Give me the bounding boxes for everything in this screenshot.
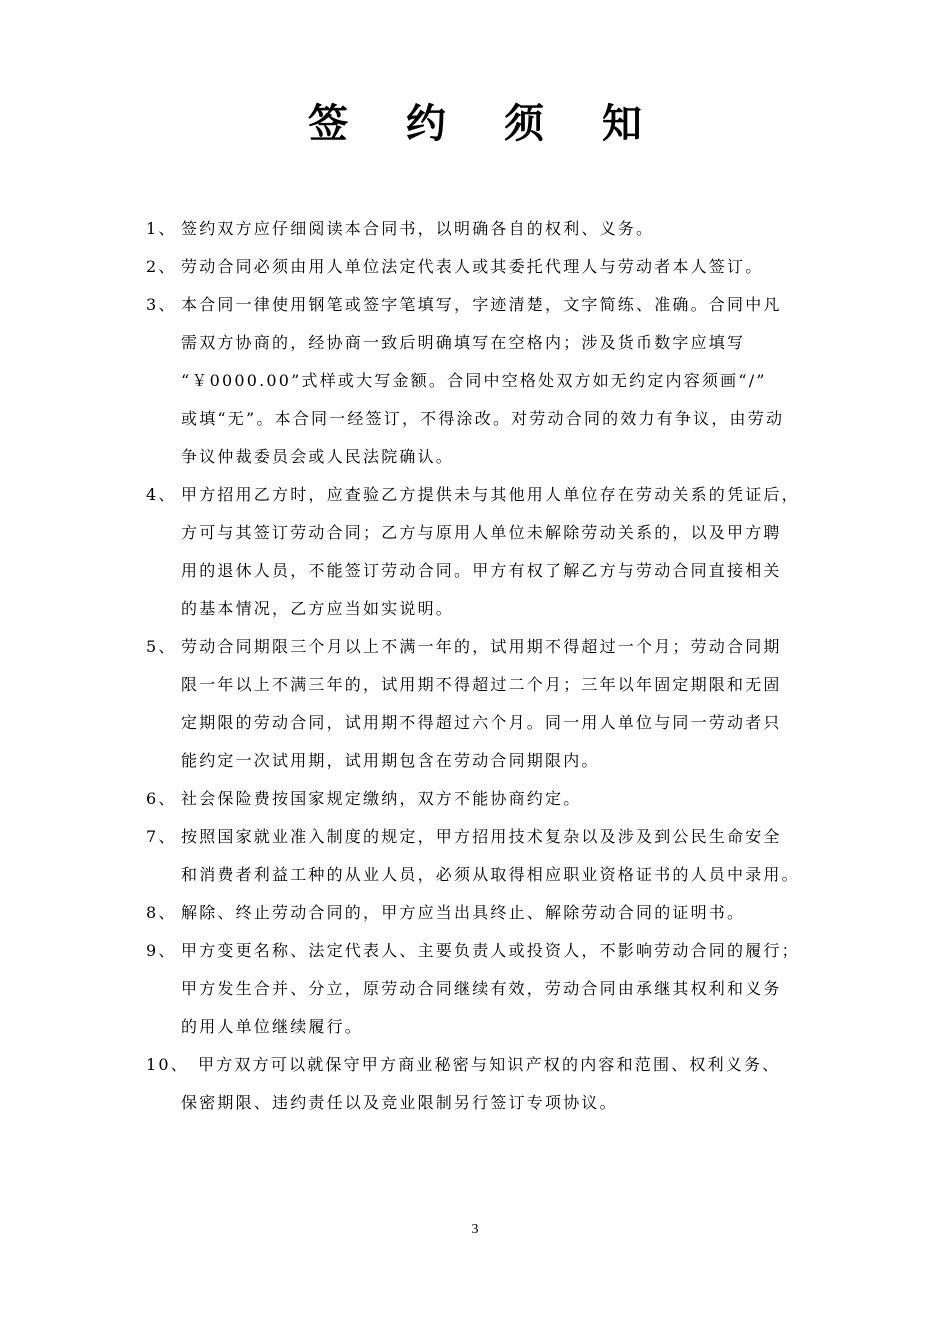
item-text-line: 签约双方应仔细阅读本合同书，以明确各自的权利、义务。	[181, 219, 655, 238]
item-text-line: “￥0000.00”式样或大写金额。合同中空格处双方如无约定内容须画“/”	[181, 371, 767, 390]
list-item	[146, 894, 836, 932]
item-text-line: 甲方双方可以就保守甲方商业秘密与知识产权的内容和范围、权利义务、	[198, 1055, 781, 1074]
item-text-line: 方可与其签订劳动合同；乙方与原用人单位未解除劳动关系的，以及甲方聘	[181, 523, 782, 542]
item-text-line: 解除、终止劳动合同的，甲方应当出具终止、解除劳动合同的证明书。	[181, 903, 746, 922]
item-number: 4、	[146, 485, 177, 504]
list-item	[146, 1046, 836, 1122]
list-item	[146, 210, 836, 248]
item-text-line: 甲方招用乙方时，应查验乙方提供未与其他用人单位存在劳动关系的凭证后，	[181, 485, 800, 504]
item-text-line: 社会保险费按国家规定缴纳，双方不能协商约定。	[181, 789, 582, 808]
item-text-line: 能约定一次试用期，试用期包含在劳动合同期限内。	[181, 751, 600, 770]
item-text-line: 用的退休人员，不能签订劳动合同。甲方有权了解乙方与劳动合同直接相关	[181, 561, 782, 580]
item-number: 7、	[146, 827, 177, 846]
item-number: 1、	[146, 219, 177, 238]
item-text-line: 劳动合同必须由用人单位法定代表人或其委托代理人与劳动者本人签订。	[181, 257, 764, 276]
item-text-line: 甲方变更名称、法定代表人、主要负责人或投资人，不影响劳动合同的履行；	[181, 941, 800, 960]
item-number: 6、	[146, 789, 177, 808]
item-number: 9、	[146, 941, 177, 960]
item-number: 3、	[146, 295, 177, 314]
notice-list	[146, 210, 836, 1122]
list-item	[146, 780, 836, 818]
list-item	[146, 248, 836, 286]
item-text-line: 按照国家就业准入制度的规定，甲方招用技术复杂以及涉及到公民生命安全	[181, 827, 782, 846]
item-text-line: 的用人单位继续履行。	[181, 1017, 364, 1036]
item-number: 5、	[146, 637, 177, 656]
item-text-line: 和消费者利益工种的从业人员，必须从取得相应职业资格证书的人员中录用。	[181, 865, 800, 884]
item-number: 8、	[146, 903, 177, 922]
item-text-line: 甲方发生合并、分立，原劳动合同继续有效，劳动合同由承继其权利和义务	[181, 979, 782, 998]
item-text-line: 定期限的劳动合同，试用期不得超过六个月。同一用人单位与同一劳动者只	[181, 713, 782, 732]
item-number: 10、	[146, 1055, 189, 1074]
list-item	[146, 932, 836, 1046]
item-text-line: 保密期限、违约责任以及竞业限制另行签订专项协议。	[181, 1093, 618, 1112]
item-text-line: 限一年以上不满三年的，试用期不得超过二个月；三年以年固定期限和无固	[181, 675, 782, 694]
item-text-line: 需双方协商的，经协商一致后明确填写在空格内；涉及货币数字应填写	[181, 333, 746, 352]
list-item	[146, 628, 836, 780]
item-text-line: 本合同一律使用钢笔或签字笔填写，字迹清楚，文字简练、准确。合同中凡	[181, 295, 782, 314]
list-item	[146, 818, 836, 894]
item-text-line: 或填“无”。本合同一经签订，不得涂改。对劳动合同的效力有争议，由劳动	[181, 409, 785, 428]
page-number: 3	[471, 1222, 479, 1237]
item-number: 2、	[146, 257, 177, 276]
page-title: 签 约 须 知	[308, 101, 664, 147]
item-text-line: 的基本情况，乙方应当如实说明。	[181, 599, 455, 618]
item-text-line: 争议仲裁委员会或人民法院确认。	[181, 447, 455, 466]
item-text-line: 劳动合同期限三个月以上不满一年的，试用期不得超过一个月；劳动合同期	[181, 637, 782, 656]
list-item	[146, 286, 836, 476]
list-item	[146, 476, 836, 628]
